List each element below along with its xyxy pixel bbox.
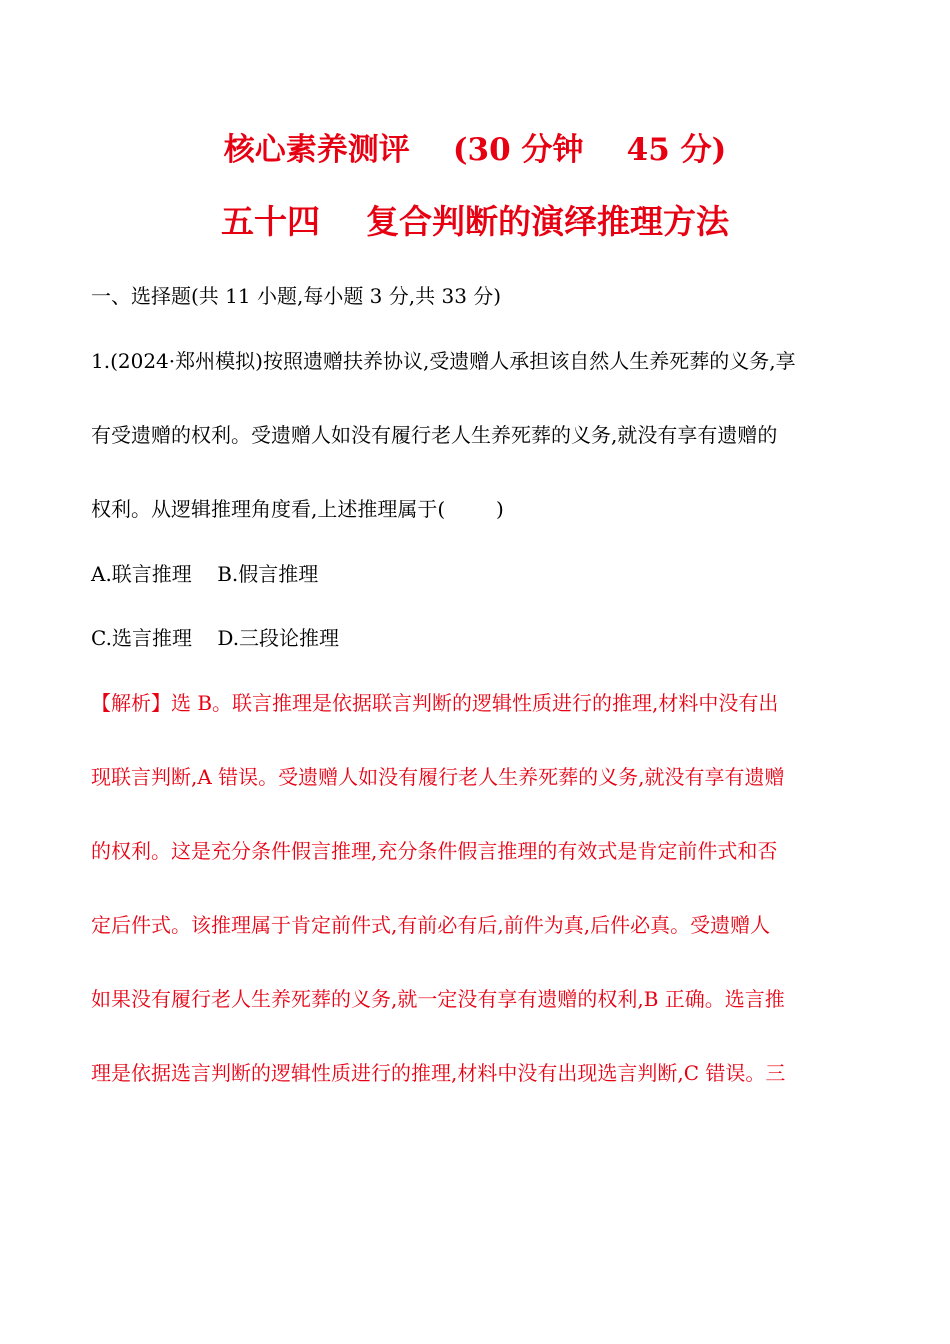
section-heading: 一、选择题(共 11 小题,每小题 3 分,共 33 分) (91, 284, 502, 308)
analysis-line-3: 的权利。这是充分条件假言推理,充分条件假言推理的有效式是肯定前件式和否 (91, 839, 778, 863)
analysis-line-6: 理是依据选言判断的逻辑性质进行的推理,材料中没有出现选言判断,C 错误。三 (91, 1061, 786, 1085)
analysis-line-4: 定后件式。该推理属于肯定前件式,有前必有后,前件为真,后件必真。受遗赠人 (91, 913, 771, 937)
question-stem-line-3: 权利。从逻辑推理角度看,上述推理属于( ) (91, 497, 504, 521)
question-stem-line-1: 1.(2024·郑州模拟)按照遗赠扶养协议,受遗赠人承担该自然人生养死葬的义务,享 (91, 349, 796, 373)
question-stem-line-2: 有受遗赠的权利。受遗赠人如没有履行老人生养死葬的义务,就没有享有遗赠的 (91, 423, 778, 447)
page-title: 核心素养测评 (30 分钟 45 分) (223, 132, 727, 168)
analysis-line-2: 现联言判断,A 错误。受遗赠人如没有履行老人生养死葬的义务,就没有享有遗赠 (91, 765, 785, 789)
options-row-1: A.联言推理 B.假言推理 (91, 562, 319, 586)
page-subtitle: 五十四 复合判断的演绎推理方法 (221, 202, 729, 241)
analysis-line-5: 如果没有履行老人生养死葬的义务,就一定没有享有遗赠的权利,B 正确。选言推 (91, 987, 785, 1011)
options-row-2: C.选言推理 D.三段论推理 (91, 626, 340, 650)
analysis-line-1: 【解析】选 B。联言推理是依据联言判断的逻辑性质进行的推理,材料中没有出 (91, 691, 779, 715)
